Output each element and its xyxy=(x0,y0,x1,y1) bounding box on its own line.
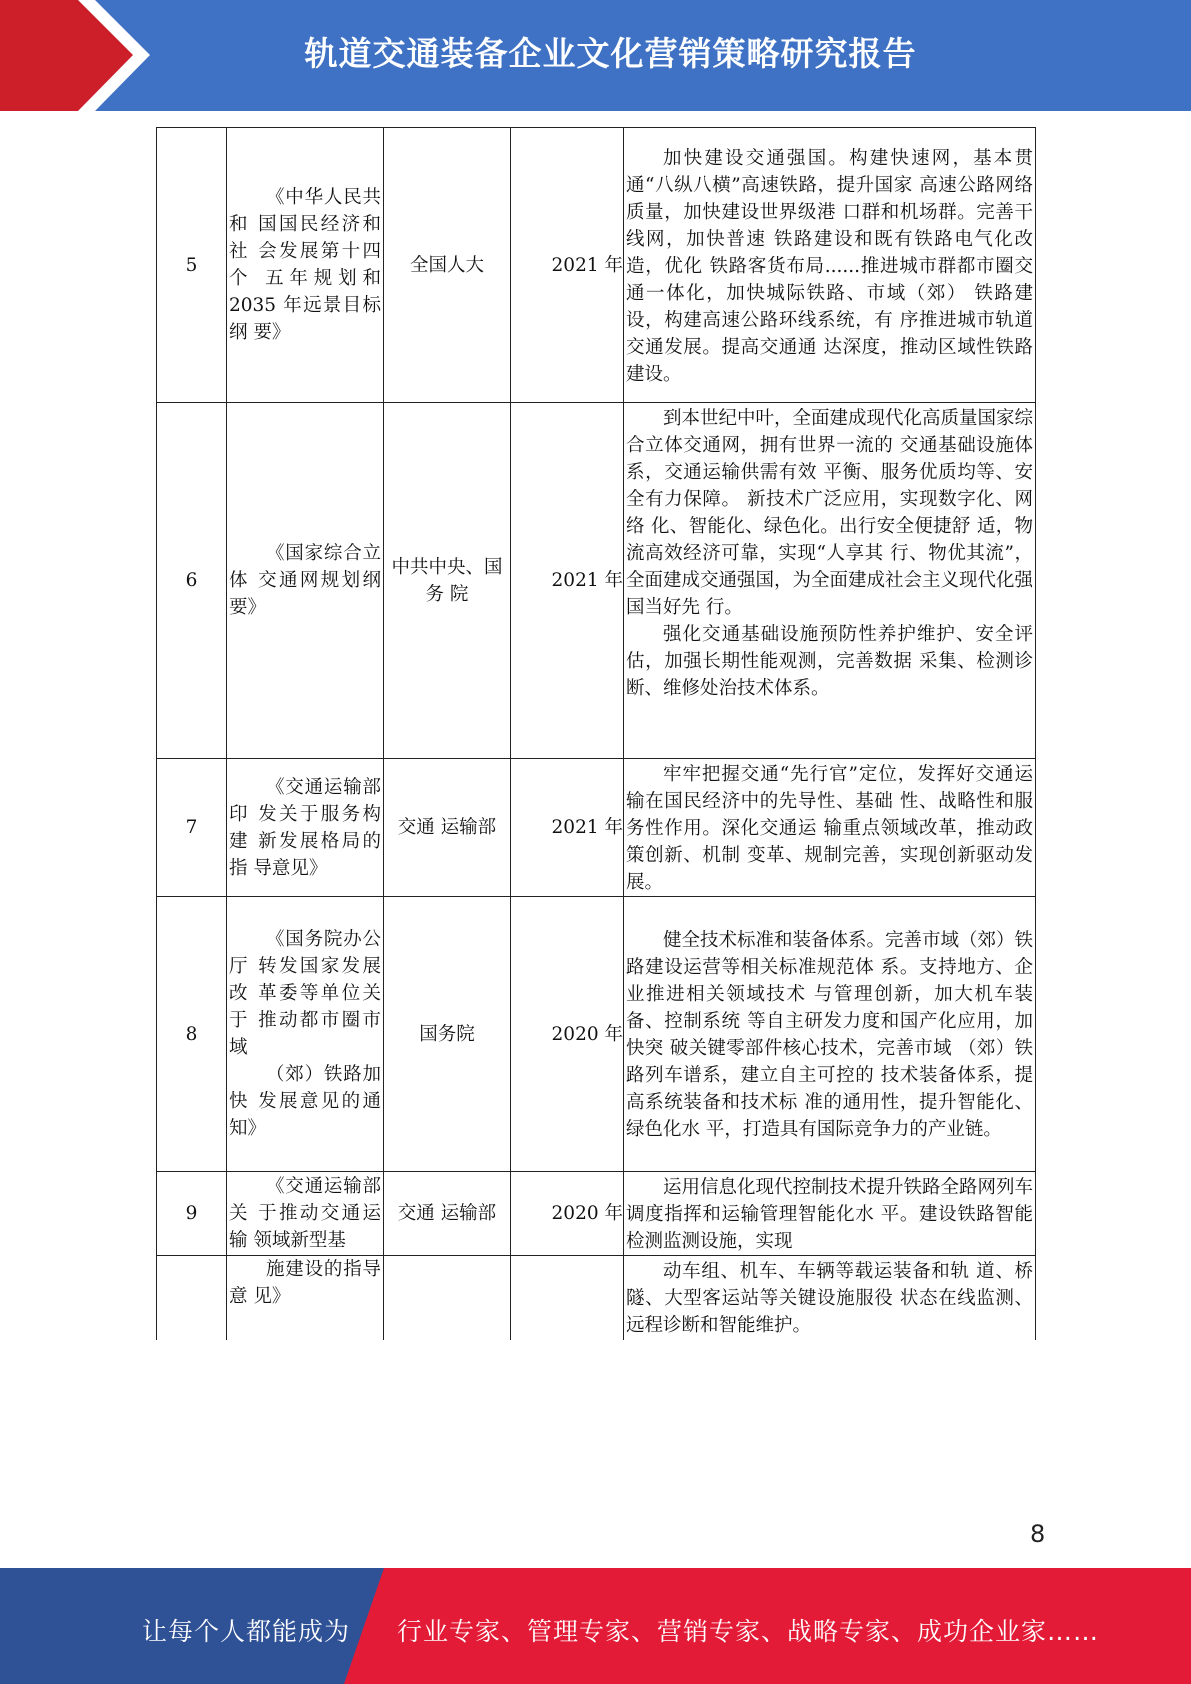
policy-year: 2021 年 xyxy=(511,759,624,897)
policy-issuer: 交通 运输部 xyxy=(384,1172,511,1256)
page-number: 8 xyxy=(1030,1520,1046,1548)
policy-title: 《国家综合立体 交通网规划纲 要》 xyxy=(227,403,384,759)
policy-year: 2021 年 xyxy=(511,403,624,759)
table-row xyxy=(157,759,1036,897)
policy-content: 牢牢把握交通“先行官”定位，发挥好交通运输在国民经济中的先导性、基础 性、战略性和服务性作用。深化交通运 输重点领域改革，推动政策创新、机制 变革、规制完善，实现创新驱动发展。 xyxy=(624,759,1036,897)
policy-title: 《交通运输部印 发关于服务构建 新发展格局的指 导意见》 xyxy=(227,759,384,897)
policy-issuer: 全国人大 xyxy=(384,128,511,403)
footer-slogan-left: 让每个人都能成为 xyxy=(142,1617,351,1646)
row-number: 7 xyxy=(157,759,227,897)
page-header xyxy=(0,0,1191,111)
policy-content: 到本世纪中叶，全面建成现代化高质量国家综合立体交通网，拥有世界一流的 交通基础设施体系，交通运输供需有效 平衡、服务优质均等、安全有力保障。 新技术广泛应用，实现数字化、网络 化、智能化、绿色化。出行安全便捷舒 适，物流高效经济可靠，实现“人享其 行、物优其流”，全面建成交通强国，为全面建成社会主义现代化强国当好先 行。 强化交通基础设施预防性养护维护、安全评估，加强长期性能观测，完善数据 采集、检测诊断、维修处治技术体系。 xyxy=(624,403,1036,759)
policy-year: 2020 年 xyxy=(511,897,624,1172)
table-row xyxy=(157,128,1036,403)
table-row-continued xyxy=(157,1256,1036,1340)
policy-issuer: 国务院 xyxy=(384,897,511,1172)
table-row xyxy=(157,897,1036,1172)
policy-year xyxy=(511,1256,624,1340)
policy-table-container xyxy=(156,127,1035,1340)
row-number xyxy=(157,1256,227,1340)
policy-issuer: 中共中央、国务 院 xyxy=(384,403,511,759)
policy-issuer xyxy=(384,1256,511,1340)
table-row xyxy=(157,403,1036,759)
policy-year: 2021 年 xyxy=(511,128,624,403)
page-footer xyxy=(0,1568,1191,1684)
policy-content: 动车组、机车、车辆等载运装备和轨 道、桥隧、大型客运站等关键设施服役 状态在线监测、远程诊断和智能维护。 xyxy=(624,1256,1036,1340)
policy-title: 《中华人民共和 国国民经济和社 会发展第十四个 五年规划和2035 年远景目标纲 要》 xyxy=(227,128,384,403)
row-number: 9 xyxy=(157,1172,227,1256)
row-number: 8 xyxy=(157,897,227,1172)
row-number: 5 xyxy=(157,128,227,403)
policy-content: 健全技术标准和装备体系。完善市域（郊）铁路建设运营等相关标准规范体 系。支持地方、企业推进相关领域技术 与管理创新，加大机车装备、控制系统 等自主研发力度和国产化应用，加快突 破关键零部件核心技术，完善市域 （郊）铁路列车谱系，建立自主可控的 技术装备体系，提高系统装备和技术标 准的通用性，提升智能化、绿色化水 平，打造具有国际竞争力的产业链。 xyxy=(624,897,1036,1172)
policy-title: 《国务院办公厅 转发国家发展改 革委等单位关于 推动都市圈市域 （郊）铁路加快 发展意见的通知》 xyxy=(227,897,384,1172)
policy-table xyxy=(156,127,1036,1340)
footer-slogan-right: 行业专家、管理专家、营销专家、战略专家、成功企业家…… xyxy=(397,1617,1100,1646)
policy-title: 《交通运输部关 于推动交通运输 领域新型基 xyxy=(227,1172,384,1256)
policy-year: 2020 年 xyxy=(511,1172,624,1256)
report-title: 轨道交通装备企业文化营销策略研究报告 xyxy=(304,34,917,73)
policy-content: 运用信息化现代控制技术提升铁路全路网列车调度指挥和运输管理智能化水 平。建设铁路智能检测监测设施，实现 xyxy=(624,1172,1036,1256)
table-row xyxy=(157,1172,1036,1256)
policy-content: 加快建设交通强国。构建快速网，基本贯通“八纵八横”高速铁路，提升国家 高速公路网络质量，加快建设世界级港 口群和机场群。完善干线网，加快普速 铁路建设和既有铁路电气化改造，优化 铁路客货布局......推进城市群都市圈交 通一体化，加快城际铁路、市域（郊） 铁路建设，构建高速公路环线系统，有 序推进城市轨道交通发展。提高交通通 达深度，推动区域性铁路建设。 xyxy=(624,128,1036,403)
row-number: 6 xyxy=(157,403,227,759)
policy-issuer: 交通 运输部 xyxy=(384,759,511,897)
policy-title: 施建设的指导意 见》 xyxy=(227,1256,384,1340)
